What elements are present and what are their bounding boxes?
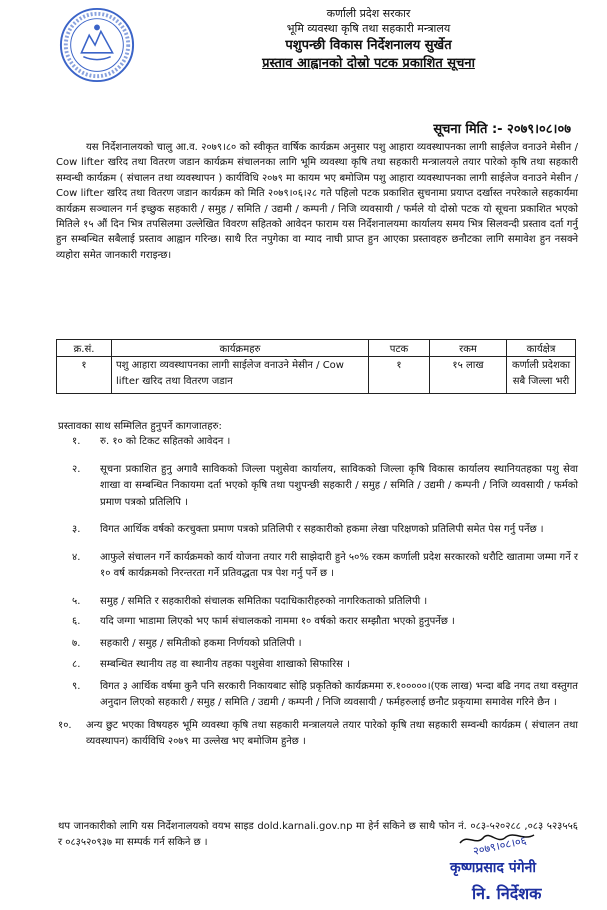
letterhead: [150, 6, 587, 73]
notice-date: सूचना मिति :- २०७९।०८।०७: [433, 122, 571, 137]
ministry-name: भूमि व्यवस्था कृषि तथा सहकारी मन्त्रालय: [286, 22, 451, 35]
table-header-row: [57, 340, 576, 357]
cell-lot: १: [369, 357, 430, 394]
list-item: १०. अन्य छुट भएका विषयहरु भूमि व्यवस्था कृषि तथा सहकारी मन्त्रालयले तयार पारेको कृषि तथा सहकारी सम्वन्धी कार्यक्रम ( संचालन तथा व्यवस्थापन) कार्यविधि २०७९ मा उल्लेख भए बमोजिम हुनेछ ।: [58, 719, 578, 747]
list-item: ४. आफुले संचालन गर्ने कार्यक्रमको कार्य योजना तयार गरी साझेदारी हुने ५०% रकम कर्णाली प्रदेश सरकारको धरौटि खातामा जम्मा गर्ने र १० वर्ष कार्यक्रमको निरन्तरता गर्ने प्रतिवद्धता पत्र पेश गर्नु पर्ने छ ।: [72, 551, 578, 579]
signatory-title: नि. निर्देशक: [472, 884, 542, 903]
documents-list: [58, 434, 578, 751]
column-header-lot: पटक: [369, 340, 430, 357]
list-item: ६. यदि जग्गा भाडामा लिएको भए फार्म संचालकको नाममा १० वर्षको करार सम्झौता भएको हुनुपर्नेछ ।: [72, 616, 455, 627]
cell-program: पशु आहारा व्यवस्थापनका लागी साईलेज वनाउने मेसीन / Cow lifter खरिद तथा वितरण जडान: [112, 357, 369, 394]
cell-area: कर्णाली प्रदेशका सबै जिल्ला भरी: [507, 357, 576, 394]
notice-subject: प्रस्ताव आह्वानको दोस्रो पटक प्रकाशित सूचना: [262, 56, 475, 71]
list-item: १. रु. १० को टिकट सहितको आवेदन ।: [72, 436, 231, 447]
list-item: ७. सहकारी / समुह / समितीको हकमा निर्णयको प्रतिलिपी ।: [72, 637, 302, 649]
contact-info: थप जानकारीको लागि यस निर्देशनालयको वयभ साइड dold.karnali.gov.np मा हेर्न सकिने छ साथै फोन नं. ०८३-५२०२८८ ,०८३ ५२३५५६ र ०८३५२०९३७ मा सम्पर्क गर्न सकिने छ ।: [58, 821, 578, 848]
signatory-name: कृष्णप्रसाद पंगेनी: [450, 860, 536, 876]
government-seal-icon: [58, 6, 136, 84]
notice-body: यस निर्देशनालयको चालु आ.व. २०७९।८० को स्वीकृत वार्षिक कार्यक्रम अनुसार पशु आहारा व्यवस्थापनका लागी साईलेज वनाउने मेसीन / Cow lifter खरिद तथा वितरण जडान कार्यक्रम संचालनका लागि भूमि व्यवस्था कृषि तथा सहकारी मन्त्रालयले तयार पारेको कृषि तथा सहकारी सम्वन्धी कार्यक्रम ( संचालन तथा व्यवस्थापन ) कार्यविधि २०७९ मा कायम भए बमोजिम पशु आहारा व्यवस्थापनका लागी साईलेज वनाउने मेसीन / Cow lifter खरिद तथा वितरण जडान कार्यक्रम को मिति २०७९।०६।२८ गते पहिलो पटक प्रकाशित सुचनामा प्रयाप्त दर्खास्त नपरेकाले सहकार्यमा कार्यक्रम सञ्चालन गर्न इच्छुक सहकारी / समुह / समिति / उद्यमी / कम्पनी / निजि व्यवसायी / फर्मले यो दोस्रो पटक यो सूचना प्रकाशित भएको मितिले १५ औं दिन भित्र तपसिलमा उल्लेखित विवरण सहितको आवेदन फाराम यस निर्देशनालयमा कार्यालय समय भित्र सिलवन्दी प्रस्ताव दर्ता गर्नु हुन सम्बन्धित सबैलाई प्रस्ताव आह्वान गरिन्छ। साथै रित नपुगेका वा म्याद नाघी प्राप्त हुन आएका प्रस्तावहरु छनौटका लागि समावेश हुन नसक्ने व्यहोरा समेत जानकारी गराइन्छ।: [56, 142, 578, 261]
government-name: कर्णाली प्रदेश सरकार: [326, 7, 411, 20]
list-item: ९. विगत ३ आर्थिक वर्षमा कुनै पनि सरकारी निकायबाट सोहि प्रकृतिको कार्यक्रममा रु.१०००००।(एक लाख) भन्दा बढि नगद तथा वस्तुगत अनुदान लिएको सहकारी / समुह / समिति / उद्यमी / कम्पनी / निजि व्यवसायी / फर्महरुलाई छनौट प्रकृयामा समावेस गरिने छैन ।: [72, 680, 578, 708]
office-name: पशुपन्छी विकास निर्देशनालय सुर्खेत: [285, 38, 452, 53]
cell-amount: १५ लाख: [430, 357, 507, 394]
signature-date: २०७९।०८।०६: [471, 833, 528, 858]
cell-sn: १: [57, 357, 112, 394]
list-item: ८. सम्बन्धित स्थानीय तह वा स्थानीय तहका पशुसेवा शाखाको सिफारिस ।: [72, 659, 350, 670]
program-table: [56, 339, 576, 394]
column-header-area: कार्यक्षेत्र: [507, 340, 576, 357]
list-item: २. सूचना प्रकाशित हुनु अगावै साविकको जिल्ला पशुसेवा कार्यालय, साविकको जिल्ला कृषि विकास कार्यालय स्थानियतहका पशु सेवा शाखा वा सम्बन्धित निकायमा दर्ता भएको कृषि तथा पशुपन्छी सहकारी / समुह / समिति / उद्यमी / कम्पनी / निजि व्यवसायी / फर्मको प्रमाण पत्रको प्रतिलिपि ।: [72, 463, 578, 508]
column-header-sn: क्र.सं.: [57, 340, 112, 357]
documents-heading: प्रस्तावका साथ सम्मिलित हुनुपर्ने कागजातहरु:: [58, 421, 222, 432]
column-header-program: कार्यक्रमहरु: [112, 340, 369, 357]
list-item: ५. समुह / समिति र सहकारीको संचालक समितिका पदाधिकारीहरुको नागरिकताको प्रतिलिपी ।: [72, 595, 428, 607]
list-item: ३. विगत आर्थिक वर्षको करचुक्ता प्रमाण पत्रको प्रतिलिपी र सहकारीको हकमा लेखा परिक्षणको प्रतिलिपी समेत पेस गर्नु पर्नेछ ।: [72, 524, 544, 535]
column-header-amount: रकम: [430, 340, 507, 357]
table-row: [57, 357, 576, 394]
